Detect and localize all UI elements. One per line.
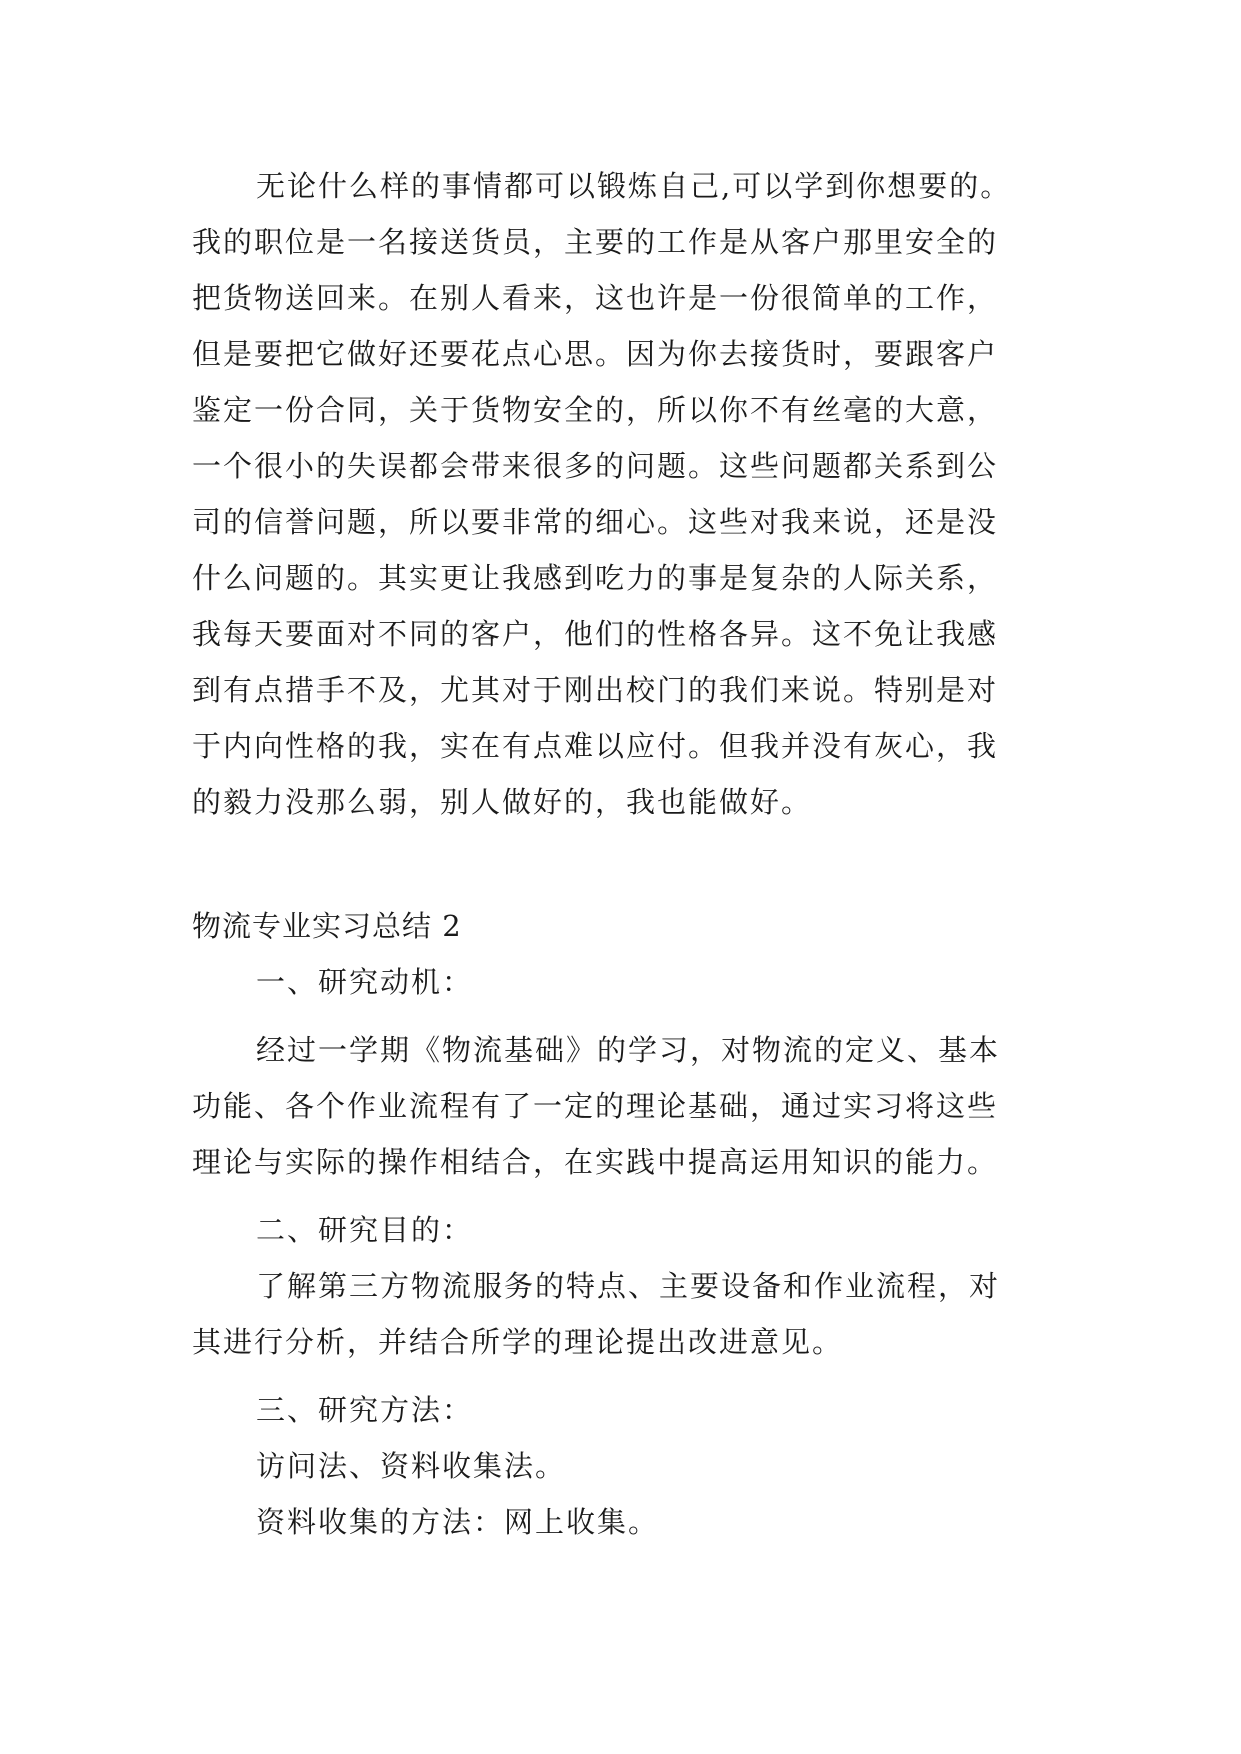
section-heading: 二、研究目的： [256, 1213, 474, 1247]
paragraph-line: 资料收集的方法：网上收集。 [256, 1505, 660, 1539]
paragraph-line: 司的信誉问题，所以要非常的细心。这些对我来说，还是没 [192, 505, 999, 539]
paragraph-line: 我每天要面对不同的客户，他们的性格各异。这不免让我感 [192, 617, 999, 651]
paragraph-line: 到有点措手不及，尤其对于刚出校门的我们来说。特别是对 [192, 673, 999, 707]
paragraph-line: 其进行分析，并结合所学的理论提出改进意见。 [192, 1325, 844, 1359]
paragraph-line: 鉴定一份合同，关于货物安全的，所以你不有丝毫的大意， [192, 393, 999, 427]
paragraph-line: 什么问题的。其实更让我感到吃力的事是复杂的人际关系， [192, 561, 999, 595]
paragraph-line: 把货物送回来。在别人看来，这也许是一份很简单的工作， [192, 281, 999, 315]
section-heading: 三、研究方法： [256, 1393, 474, 1427]
paragraph-line: 我的职位是一名接送货员，主要的工作是从客户那里安全的 [192, 225, 999, 259]
paragraph-line: 于内向性格的我，实在有点难以应付。但我并没有灰心，我 [192, 729, 999, 763]
paragraph-line: 理论与实际的操作相结合，在实践中提高运用知识的能力。 [192, 1145, 999, 1179]
paragraph-line: 功能、各个作业流程有了一定的理论基础，通过实习将这些 [192, 1089, 999, 1123]
paragraph-line: 了解第三方物流服务的特点、主要设备和作业流程，对 [256, 1269, 1001, 1303]
paragraph-line: 但是要把它做好还要花点心思。因为你去接货时，要跟客户 [192, 337, 999, 371]
paragraph-line: 无论什么样的事情都可以锻炼自己,可以学到你想要的。 [256, 169, 1012, 203]
paragraph-line: 一个很小的失误都会带来很多的问题。这些问题都关系到公 [192, 449, 999, 483]
paragraph-line: 经过一学期《物流基础》的学习，对物流的定义、基本 [256, 1033, 1001, 1067]
section-heading: 一、研究动机： [256, 965, 474, 999]
section-title: 物流专业实习总结 2 [192, 909, 462, 943]
paragraph-line: 的毅力没那么弱，别人做好的，我也能做好。 [192, 785, 813, 819]
paragraph-line: 访问法、资料收集法。 [256, 1449, 567, 1483]
